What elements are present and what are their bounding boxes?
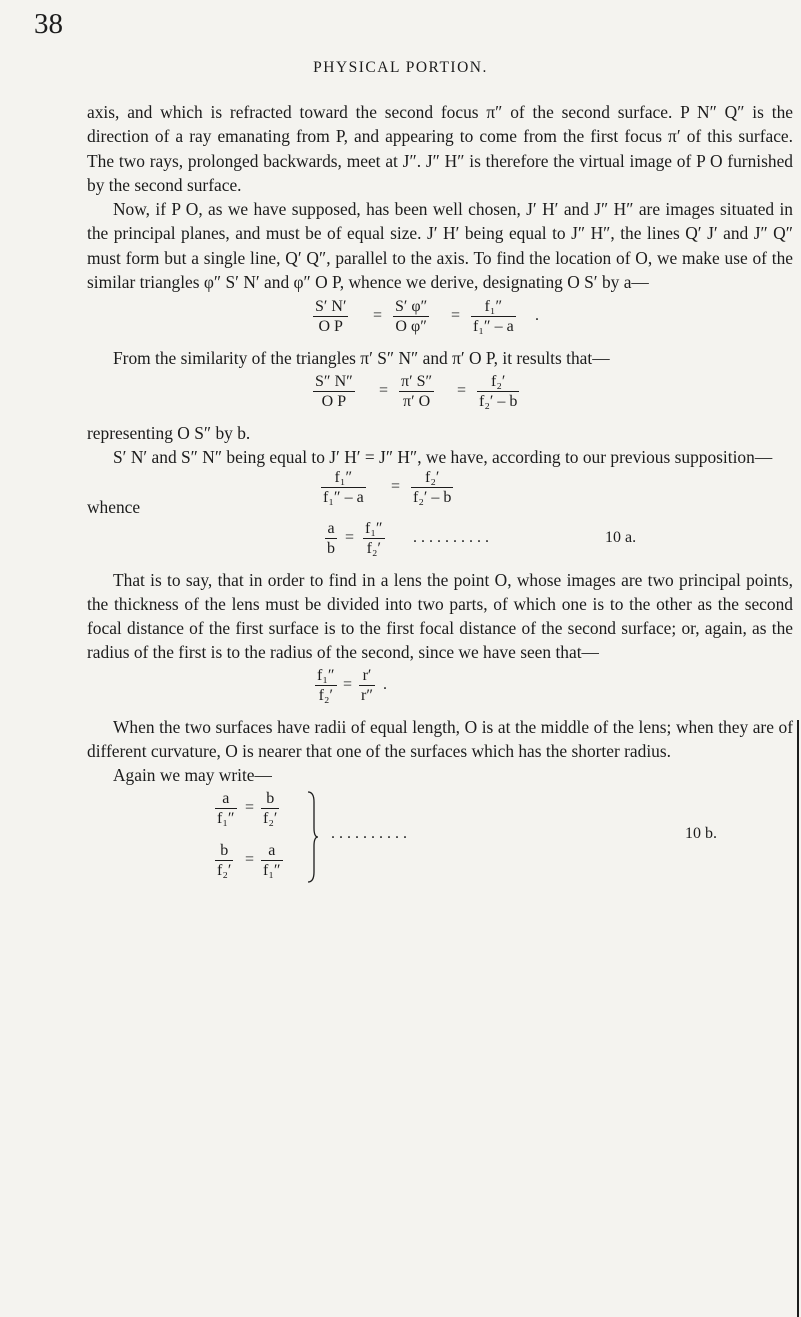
eq3-frac-1: $\frac{\text{f₁″}}{\text{f₁″ – a}}$: [323, 469, 364, 507]
eq5-period: .: [383, 675, 387, 693]
eq3-equals: =: [391, 478, 401, 496]
eq6-row2-frac-2: $\frac{a}{\text{f₁″}}$: [263, 841, 281, 879]
right-brace-icon: [307, 790, 319, 884]
eq1-period: .: [535, 307, 539, 325]
eq5-frac-2: $\frac{r'}{r''}$: [361, 666, 373, 704]
equation-4: [87, 520, 793, 568]
eq6-row1-frac-1: $\frac{a}{\text{f₁″}}$: [217, 789, 235, 827]
page-number: 38: [34, 8, 63, 40]
eq2-frac-3: $\frac{\text{f₂′}}{\text{f₂′ – b}}$: [479, 372, 518, 410]
equation-2: [87, 371, 793, 421]
eq1-frac-3: $\frac{\text{f₁″}}{\text{f₁″ – a}}$: [473, 298, 514, 336]
eq4-equals: =: [345, 528, 355, 546]
eq6-leader-dots: . . . . . . . . . .: [331, 824, 407, 842]
eq5-frac-1: $\frac{\text{f₁″}}{\text{f₂′}}$: [317, 666, 335, 704]
paragraph-8: When the two surfaces have radii of equal length, O is at the middle of the lens; when they are of different curvature, O is nearer that one of the surfaces which has the shorter radius.: [87, 716, 793, 762]
paragraph-1: axis, and which is refracted toward the second focus π″ of the second surface. P N″ Q″ is the direction of a ray emanating from P, and appearing to come from the first focus π′ of this surface. The two rays, prolonged backwards, meet at J″. J″ H″ is therefore the virtual image of P O furnished by the second surface.: [87, 102, 793, 195]
eq1-equals-2: =: [451, 307, 461, 325]
paragraph-2: Now, if P O, as we have supposed, has been well chosen, J′ H′ and J″ H″ are images situated in the principal planes, and must be of equal size. J′ H′ being equal to J″ H″, the lines Q′ J′ and J″ Q″ must form but a single line, Q′ Q″, parallel to the axis. To find the location of O, we make use of the similar triangles φ″ S′ N′ and φ″ O P, whence we derive, designating O S′ by a—: [87, 199, 793, 293]
eq6-label: 10 b.: [685, 824, 717, 842]
eq1-frac-2: $\frac{S' \varphi''}{\text{O φ″}}$: [395, 298, 428, 336]
eq4-leader-dots: . . . . . . . . . .: [413, 528, 489, 546]
eq2-frac-1: $\frac{S'' N''}{\text{O P}}$: [315, 372, 353, 410]
paragraph-4: representing O S″ by b.: [87, 422, 251, 443]
eq2-equals-1: =: [379, 381, 389, 399]
paragraph-9: Again we may write—: [113, 765, 272, 786]
eq4-frac-1: $\frac{a}{b}$: [327, 519, 335, 557]
eq1-equals-1: =: [373, 307, 383, 325]
eq1-frac-1: $\frac{S' N'}{\text{O P}}$: [315, 298, 347, 336]
eq2-frac-2: $\frac{\pi' S''}{\pi' O}$: [401, 372, 433, 410]
equation-6: [87, 788, 793, 886]
paragraph-7: That is to say, that in order to find in a lens the point O, whose images are two principal points, the thickness of the lens must be divided into two parts, of which one is to the other as the second focal distance of the first surface is to the first focal distance of the second surface; or, again, as the radius of the first is to the radius of the second, since we have seen that—: [87, 569, 793, 663]
equation-5: [87, 665, 793, 715]
eq4-frac-2: $\frac{\text{f₁″}}{\text{f₂′}}$: [365, 519, 383, 557]
eq6-row1-equals: =: [245, 798, 255, 816]
paragraph-6: whence: [87, 497, 141, 518]
page-edge-rule: [797, 720, 799, 1317]
running-head: PHYSICAL PORTION.: [313, 59, 488, 76]
eq6-row2-equals: =: [245, 850, 255, 868]
paragraph-5: S′ N′ and S″ N″ being equal to J′ H′ = J″ H″, we have, according to our previous supposition—: [113, 446, 773, 467]
paragraph-3: From the similarity of the triangles π′ S″ N″ and π′ O P, it results that—: [113, 348, 610, 369]
page-body: [87, 100, 793, 886]
eq2-equals-2: =: [457, 381, 467, 399]
equation-3: [87, 469, 793, 511]
eq5-equals: =: [343, 675, 353, 693]
equation-1: [87, 294, 793, 346]
eq3-frac-2: $\frac{\text{f₂′}}{\text{f₂′ – b}}$: [413, 469, 452, 507]
eq6-row1-frac-2: $\frac{b}{\text{f₂′}}$: [263, 789, 278, 827]
eq6-row2-frac-1: $\frac{b}{\text{f₂′}}$: [217, 841, 232, 879]
eq4-label: 10 a.: [605, 528, 637, 546]
